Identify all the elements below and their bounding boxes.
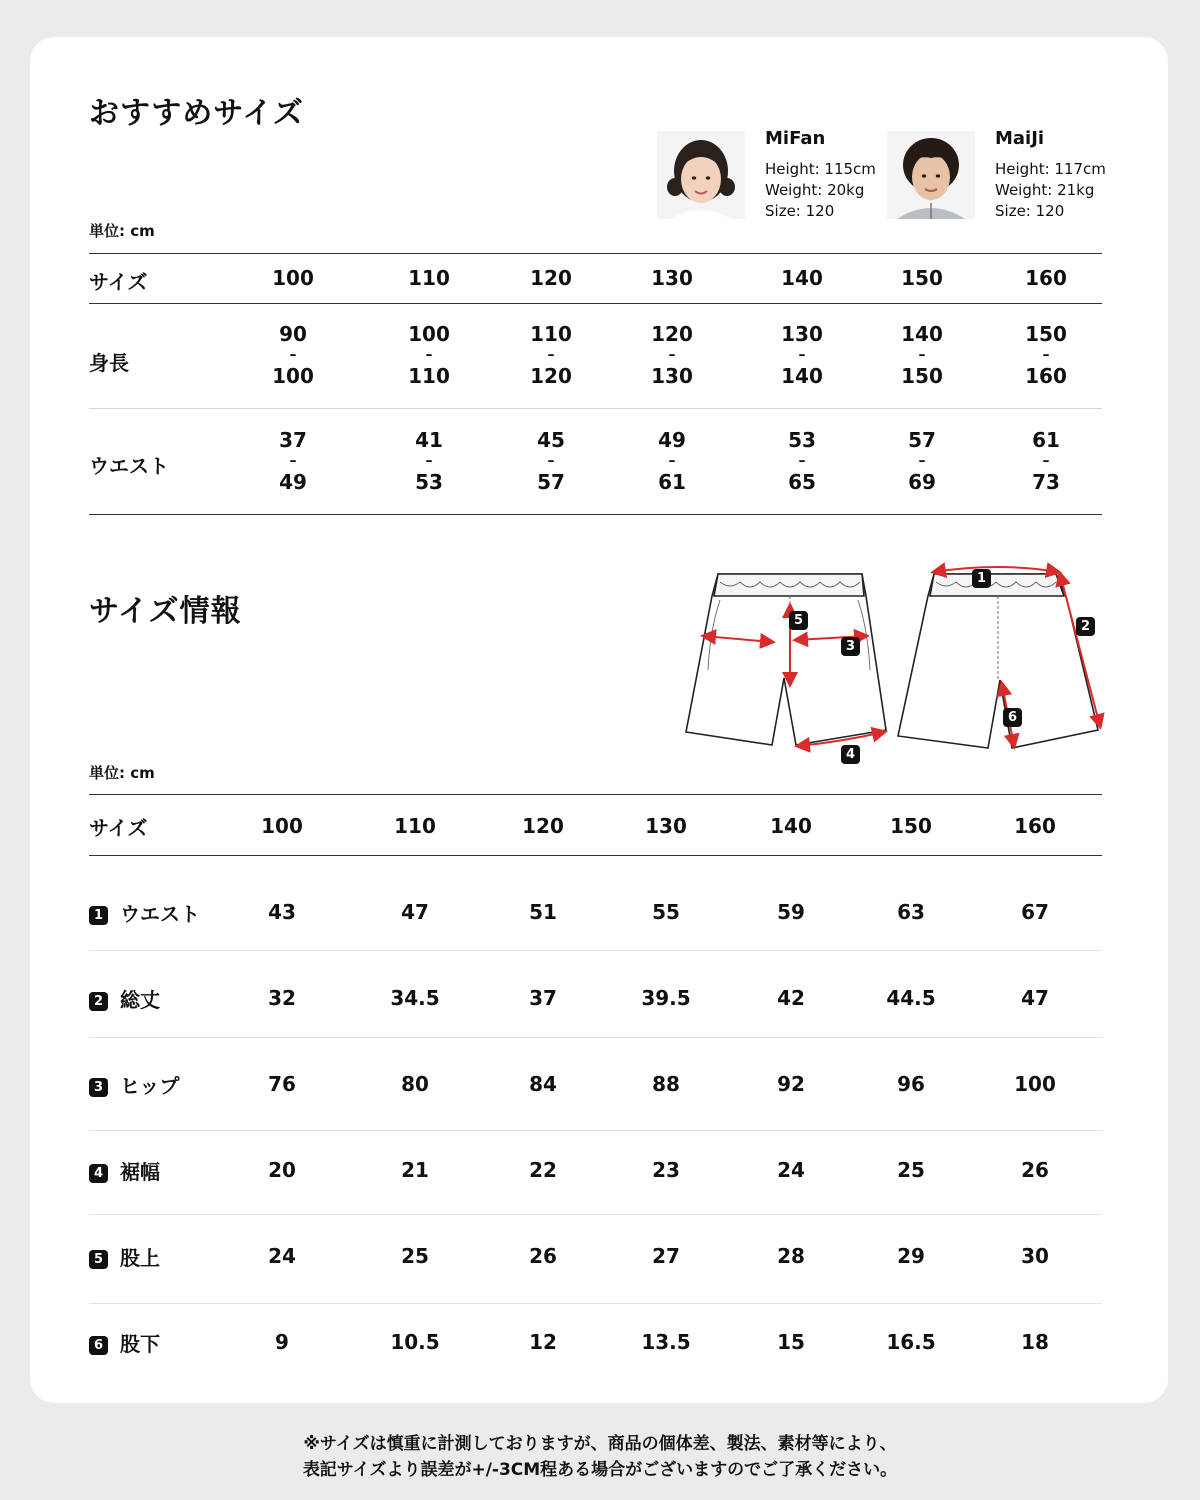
size-header-cell: 150	[890, 814, 932, 838]
range-separator: –	[798, 453, 806, 469]
divider	[89, 514, 1102, 515]
measurement-name: ヒップ	[120, 1074, 180, 1098]
measurement-value: 20	[268, 1158, 296, 1182]
divider	[89, 253, 1102, 254]
size-header-cell: 140	[781, 266, 823, 290]
divider	[89, 408, 1102, 409]
range-separator: –	[668, 453, 676, 469]
measurement-row-label	[89, 984, 160, 1013]
measurement-name: 股下	[120, 1332, 160, 1356]
range-to: 65	[788, 470, 816, 494]
row-divider	[89, 1037, 1102, 1038]
size-header-cell: 160	[1014, 814, 1056, 838]
measurement-value: 47	[1021, 986, 1049, 1010]
unit-label: 単位: cm	[89, 222, 155, 240]
range-cell	[537, 430, 565, 493]
measurement-value: 18	[1021, 1330, 1049, 1354]
measurement-value: 24	[777, 1158, 805, 1182]
recommended-size-title: おすすめサイズ	[89, 96, 304, 131]
measure-number-badge: 3	[89, 1078, 108, 1097]
range-cell	[408, 324, 450, 387]
measurement-value: 30	[1021, 1244, 1049, 1268]
measurement-row-label	[89, 1156, 160, 1185]
divider	[89, 303, 1102, 304]
measurement-value: 92	[777, 1072, 805, 1096]
divider	[89, 855, 1102, 856]
measurement-value: 96	[897, 1072, 925, 1096]
range-cell	[788, 430, 816, 493]
size-header-cell: 120	[522, 814, 564, 838]
measure-number-badge: 5	[89, 1250, 108, 1269]
range-separator: –	[1042, 347, 1050, 363]
measurement-row-label	[89, 898, 200, 927]
measurement-value: 21	[401, 1158, 429, 1182]
size-header-cell: 130	[645, 814, 687, 838]
model-weight: Weight: 21kg	[995, 181, 1095, 199]
row-divider	[89, 1303, 1102, 1304]
range-separator: –	[918, 347, 926, 363]
measurement-value: 27	[652, 1244, 680, 1268]
range-to: 160	[1025, 364, 1067, 388]
range-from: 140	[901, 322, 943, 346]
measurement-value: 47	[401, 900, 429, 924]
footer-note-line2: 表記サイズより誤差が+/-3CM程ある場合がございますのでご了承ください。	[302, 1460, 898, 1480]
range-from: 45	[537, 428, 565, 452]
measurement-value: 28	[777, 1244, 805, 1268]
model-name: MaiJi	[995, 128, 1045, 149]
size-header-label: サイズ	[89, 270, 148, 294]
measurement-value: 26	[529, 1244, 557, 1268]
measurement-name: ウエスト	[120, 902, 200, 926]
model-weight: Weight: 20kg	[765, 181, 865, 199]
range-from: 41	[415, 428, 443, 452]
row-label-waist: ウエスト	[89, 454, 169, 478]
range-cell	[272, 324, 314, 387]
range-from: 110	[530, 322, 572, 346]
row-divider	[89, 950, 1102, 951]
measurement-value: 10.5	[390, 1330, 440, 1354]
range-separator: –	[289, 347, 297, 363]
range-to: 61	[658, 470, 686, 494]
range-cell	[279, 430, 307, 493]
range-to: 53	[415, 470, 443, 494]
range-to: 150	[901, 364, 943, 388]
measurement-row-label	[89, 1070, 179, 1099]
range-separator: –	[289, 453, 297, 469]
measurement-value: 44.5	[886, 986, 936, 1010]
range-to: 69	[908, 470, 936, 494]
range-cell	[1025, 324, 1067, 387]
measurement-value: 51	[529, 900, 557, 924]
range-cell	[1032, 430, 1060, 493]
range-from: 61	[1032, 428, 1060, 452]
footer-note-line1: ※サイズは慎重に計測しておりますが、商品の個体差、製法、素材等により、	[303, 1434, 897, 1454]
measure-badge-hip: 3	[841, 637, 860, 656]
measurement-value: 84	[529, 1072, 557, 1096]
measure-number-badge: 4	[89, 1164, 108, 1183]
measurement-value: 43	[268, 900, 296, 924]
shorts-diagram	[680, 560, 1120, 770]
range-cell	[781, 324, 823, 387]
measurement-name: 総丈	[120, 988, 160, 1012]
size-header-cell: 110	[394, 814, 436, 838]
range-from: 37	[279, 428, 307, 452]
measure-badge-hem: 4	[841, 745, 860, 764]
size-info-title: サイズ情報	[89, 594, 242, 629]
measurement-value: 26	[1021, 1158, 1049, 1182]
measurement-value: 59	[777, 900, 805, 924]
measure-badge-rise: 5	[789, 611, 808, 630]
range-from: 53	[788, 428, 816, 452]
measurement-row-label	[89, 1242, 160, 1271]
range-from: 120	[651, 322, 693, 346]
measurement-value: 32	[268, 986, 296, 1010]
range-separator: –	[425, 347, 433, 363]
range-from: 57	[908, 428, 936, 452]
measurement-value: 12	[529, 1330, 557, 1354]
range-from: 90	[279, 322, 307, 346]
measurement-value: 42	[777, 986, 805, 1010]
range-from: 49	[658, 428, 686, 452]
measurement-name: 股上	[120, 1246, 160, 1270]
model-size: Size: 120	[765, 202, 835, 220]
measurement-value: 24	[268, 1244, 296, 1268]
size-header-cell: 160	[1025, 266, 1067, 290]
range-to: 57	[537, 470, 565, 494]
range-cell	[530, 324, 572, 387]
measurement-value: 23	[652, 1158, 680, 1182]
measurement-value: 16.5	[886, 1330, 936, 1354]
range-separator: –	[547, 347, 555, 363]
range-separator: –	[798, 347, 806, 363]
measure-number-badge: 1	[89, 906, 108, 925]
measure-number-badge: 2	[89, 992, 108, 1011]
measurement-value: 100	[1014, 1072, 1056, 1096]
model-size: Size: 120	[995, 202, 1065, 220]
measurement-value: 76	[268, 1072, 296, 1096]
measurement-value: 55	[652, 900, 680, 924]
measurement-value: 29	[897, 1244, 925, 1268]
size-header-cell: 100	[261, 814, 303, 838]
measurement-value: 15	[777, 1330, 805, 1354]
range-to: 120	[530, 364, 572, 388]
measurement-row-label	[89, 1328, 160, 1357]
measurement-value: 22	[529, 1158, 557, 1182]
unit-label: 単位: cm	[89, 764, 155, 782]
range-to: 140	[781, 364, 823, 388]
range-cell	[908, 430, 936, 493]
model-photo-mifan	[657, 131, 745, 219]
measure-number-badge: 6	[89, 1336, 108, 1355]
divider	[89, 794, 1102, 795]
measure-badge-length: 2	[1076, 617, 1095, 636]
size-header-cell: 110	[408, 266, 450, 290]
size-header-cell: 120	[530, 266, 572, 290]
measurement-value: 67	[1021, 900, 1049, 924]
range-separator: –	[425, 453, 433, 469]
model-name: MiFan	[765, 128, 826, 149]
measurement-value: 25	[897, 1158, 925, 1182]
range-cell	[651, 324, 693, 387]
measurement-name: 裾幅	[120, 1160, 160, 1184]
measure-badge-inseam: 6	[1003, 708, 1022, 727]
model-height: Height: 115cm	[765, 160, 876, 178]
row-label-height: 身長	[89, 351, 129, 375]
measurement-value: 37	[529, 986, 557, 1010]
range-cell	[415, 430, 443, 493]
row-divider	[89, 1130, 1102, 1131]
measurement-value: 39.5	[641, 986, 691, 1010]
measurement-value: 9	[275, 1330, 289, 1354]
size-header-cell: 140	[770, 814, 812, 838]
range-to: 49	[279, 470, 307, 494]
range-to: 100	[272, 364, 314, 388]
range-from: 150	[1025, 322, 1067, 346]
measurement-value: 88	[652, 1072, 680, 1096]
measurement-value: 25	[401, 1244, 429, 1268]
measurement-value: 63	[897, 900, 925, 924]
range-from: 100	[408, 322, 450, 346]
range-separator: –	[668, 347, 676, 363]
range-cell	[658, 430, 686, 493]
range-separator: –	[1042, 453, 1050, 469]
size-header-cell: 100	[272, 266, 314, 290]
range-to: 130	[651, 364, 693, 388]
measurement-value: 34.5	[390, 986, 440, 1010]
range-separator: –	[918, 453, 926, 469]
range-to: 73	[1032, 470, 1060, 494]
measure-badge-waist: 1	[972, 569, 991, 588]
measurement-value: 13.5	[641, 1330, 691, 1354]
measurement-value: 80	[401, 1072, 429, 1096]
row-divider	[89, 1214, 1102, 1215]
size-header-cell: 130	[651, 266, 693, 290]
size-header-label: サイズ	[89, 816, 148, 840]
range-to: 110	[408, 364, 450, 388]
range-cell	[901, 324, 943, 387]
size-header-cell: 150	[901, 266, 943, 290]
range-from: 130	[781, 322, 823, 346]
range-separator: –	[547, 453, 555, 469]
model-height: Height: 117cm	[995, 160, 1106, 178]
model-photo-maiji	[887, 131, 975, 219]
